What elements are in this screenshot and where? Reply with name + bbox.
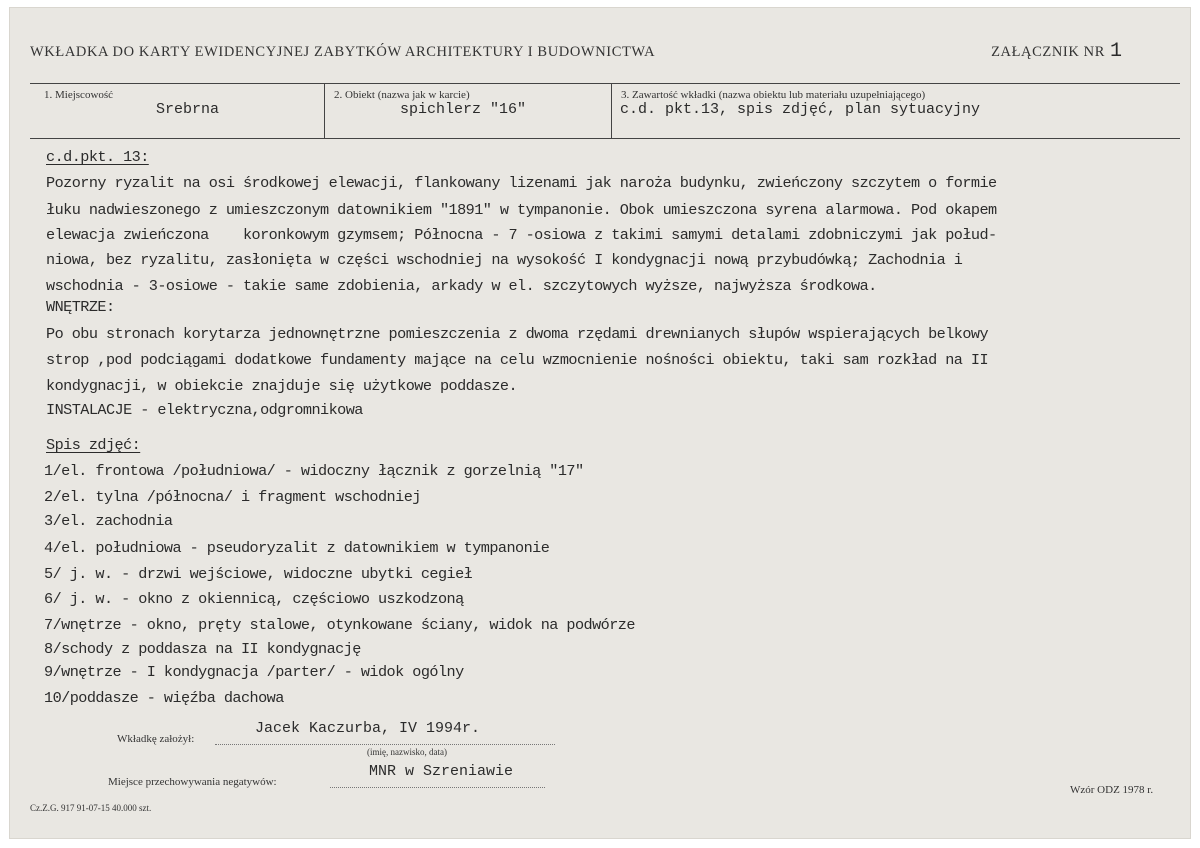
interior-line: kondygnacji, w obiekcie znajduje się użytkowe poddasze. <box>46 377 518 395</box>
description-line: Pozorny ryzalit na osi środkowej elewacji, flankowany lizenami jak naroża budynku, zwieńczony szczytem o formie <box>46 174 997 192</box>
column-divider-2 <box>611 84 612 138</box>
object-label: 2. Obiekt (nazwa jak w karcie) <box>334 89 470 101</box>
photo-list-item: 6/ j. w. - okno z okiennicą, częściowo uszkodzoną <box>44 590 464 608</box>
interior-line: strop ,pod podciągami dodatkowe fundamenty mające na celu wzmocnienie nośności obiektu, taki sam rozkład na II <box>46 351 989 369</box>
description-line: wschodnia - 3-osiowe - takie same zdobienia, arkady w el. szczytowych wyższe, najwyższa środkowa. <box>46 277 877 295</box>
founded-dotted-line <box>215 744 555 745</box>
description-line: niowa, bez ryzalitu, zasłonięta w części wschodniej na wysokość I kondygnacji nową przybudówką; Zachodnia i <box>46 251 963 269</box>
storage-value: MNR w Szreniawie <box>369 763 514 780</box>
photo-list-item: 7/wnętrze - okno, pręty stalowe, otynkowane ściany, widok na podwórze <box>44 616 635 634</box>
document-title: WKŁADKA DO KARTY EWIDENCYJNEJ ZABYTKÓW ARCHITEKTURY I BUDOWNICTWA <box>30 44 656 60</box>
description-line: elewacja zwieńczona koronkowym gzymsem; Północna - 7 -osiowa z takimi samymi detalami zdobniczymi jak połud- <box>46 226 997 244</box>
locality-label: 1. Miejscowość <box>44 89 114 101</box>
photo-list-item: 4/el. południowa - pseudoryzalit z datownikiem w tympanonie <box>44 539 550 557</box>
record-card <box>10 8 1190 838</box>
annex-number: 1 <box>1110 40 1123 63</box>
table-bottom-rule <box>30 138 1180 139</box>
interior-heading: WNĘTRZE: <box>46 298 115 316</box>
photo-list-item: 9/wnętrze - I kondygnacja /parter/ - widok ogólny <box>44 663 464 681</box>
founded-label: Wkładkę założył: <box>117 733 195 745</box>
photo-list-item: 5/ j. w. - drzwi wejściowe, widoczne ubytki cegieł <box>44 565 473 583</box>
annex-label: ZAŁĄCZNIK NR <box>991 44 1105 60</box>
interior-line: Po obu stronach korytarza jednownętrzne pomieszczenia z dwoma rzędami drewnianych słupów wspierających belkowy <box>46 325 989 343</box>
photo-list-item: 8/schody z poddasza na II kondygnację <box>44 640 361 658</box>
photo-list-item: 10/poddasze - więźba dachowa <box>44 689 284 707</box>
description-line: łuku nadwieszonego z umieszczonym datownikiem "1891" w tympanonie. Obok umieszczona syrena alarmowa. Pod okapem <box>46 201 997 219</box>
photo-list-item: 3/el. zachodnia <box>44 512 173 530</box>
template-info: Wzór ODZ 1978 r. <box>1070 784 1154 796</box>
founded-value: Jacek Kaczurba, IV 1994r. <box>255 720 481 737</box>
contents-value: c.d. pkt.13, spis zdjęć, plan sytuacyjny <box>620 101 981 118</box>
column-divider-1 <box>324 84 325 138</box>
locality-value: Srebrna <box>156 101 220 118</box>
storage-label: Miejsce przechowywania negatywów: <box>108 776 277 788</box>
storage-dotted-line <box>330 787 545 788</box>
photo-list-item: 2/el. tylna /północna/ i fragment wschodniej <box>44 488 421 506</box>
installations-line: INSTALACJE - elektryczna,odgromnikowa <box>46 401 363 419</box>
section-heading: c.d.pkt. 13: <box>46 148 149 166</box>
founded-hint: (imię, nazwisko, data) <box>367 747 447 757</box>
object-value: spichlerz "16" <box>400 101 527 118</box>
photo-list-item: 1/el. frontowa /południowa/ - widoczny łącznik z gorzelnią "17" <box>44 462 584 480</box>
contents-label: 3. Zawartość wkładki (nazwa obiektu lub materiału uzupełniającego) <box>621 89 926 101</box>
photos-heading: Spis zdjęć: <box>46 436 141 454</box>
print-info: Cz.Z.G. 917 91-07-15 40.000 szt. <box>30 803 152 813</box>
top-rule <box>30 83 1180 84</box>
